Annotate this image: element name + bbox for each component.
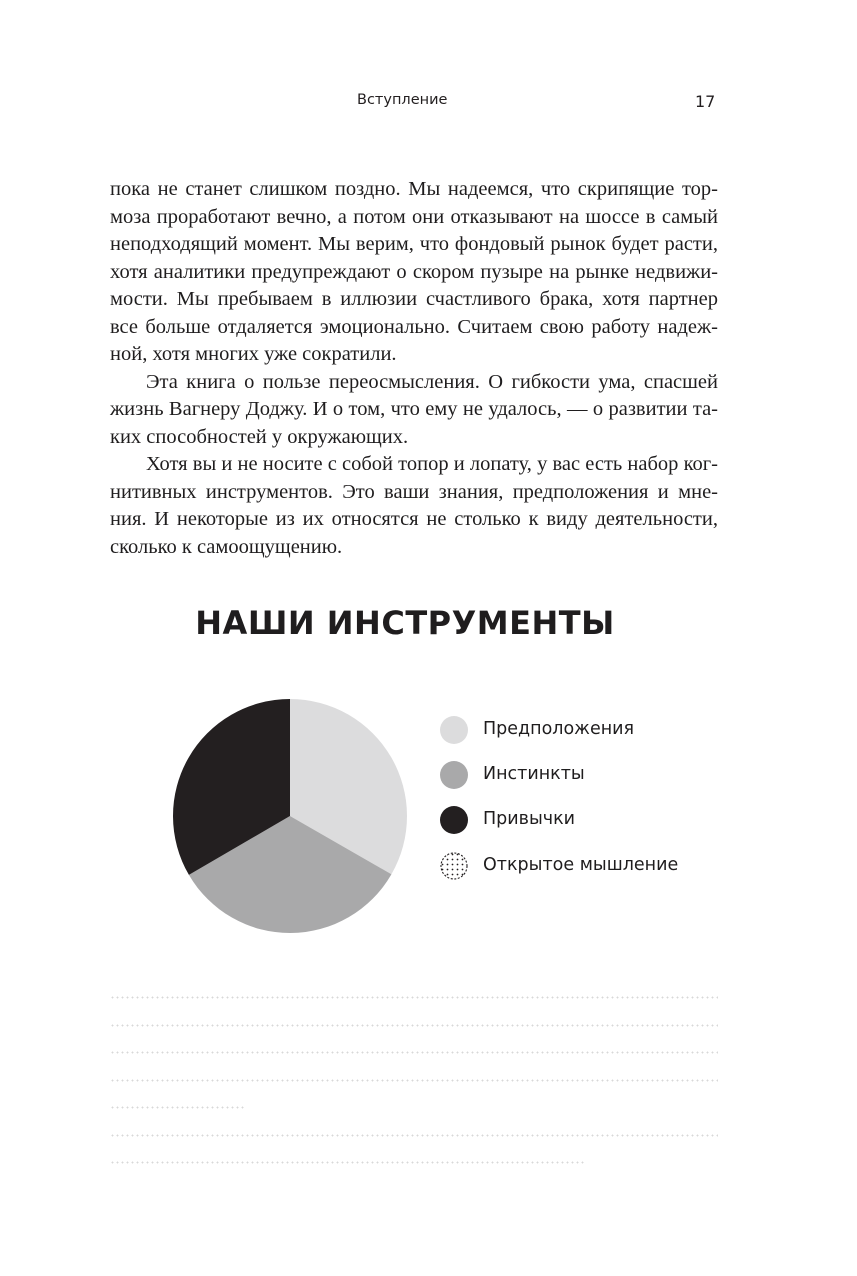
legend-swatch — [440, 761, 468, 789]
page-number: 17 — [695, 92, 716, 111]
text-line: ких способностей у окружающих. — [110, 425, 409, 448]
faded-line — [110, 1079, 718, 1082]
legend-label: Предположения — [483, 719, 635, 739]
legend-item — [440, 806, 740, 836]
legend-label: Открытое мышление — [483, 855, 679, 875]
text-line: моза проработают вечно, а потом они отказывают на шоссе в самый — [110, 205, 718, 228]
text-line: Эта книга о пользе переосмысления. О гибкости ума, спасшей — [146, 370, 718, 393]
text-line: неподходящий момент. Мы верим, что фондовый рынок будет расти, — [110, 233, 718, 255]
text-line: нитивных инструментов. Это ваши знания, предположения и мне- — [110, 480, 718, 503]
legend-label: Привычки — [483, 809, 576, 829]
faded-line — [110, 1106, 244, 1109]
faded-text-block — [110, 985, 718, 1189]
legend-swatch — [440, 806, 468, 834]
legend-label: Инстинкты — [483, 764, 585, 784]
faded-line — [110, 1024, 718, 1027]
body-text — [110, 176, 718, 561]
text-line: жизнь Вагнеру Доджу. И о том, что ему не удалось, — о развитии та- — [110, 398, 718, 420]
legend-item — [440, 852, 740, 882]
text-line: Хотя вы и не носите с собой топор и лопату, у вас есть набор ког- — [146, 453, 718, 475]
faded-line — [110, 1051, 718, 1054]
faded-line — [110, 996, 718, 999]
legend-item — [440, 761, 740, 791]
text-line: сколько к самоощущению. — [110, 535, 343, 558]
running-header-section: Вступление — [357, 92, 448, 108]
text-line: ной, хотя многих уже сократили. — [110, 343, 397, 365]
text-line: мости. Мы пребываем в иллюзии счастливого брака, хотя партнер — [110, 288, 718, 310]
chart-title: НАШИ ИНСТРУМЕНТЫ — [195, 604, 615, 642]
legend-swatch — [440, 716, 468, 744]
text-line: все больше отдаляется эмоционально. Считаем свою работу надеж- — [110, 315, 718, 338]
legend-item — [440, 716, 740, 746]
text-line: ния. И некоторые из их относятся не столько к виду деятельности, — [110, 508, 718, 530]
faded-line — [110, 1134, 718, 1137]
pie-chart — [160, 690, 420, 950]
faded-line — [110, 1161, 584, 1164]
text-line: хотя аналитики предупреждают о скором пузыре на рынке недвижи- — [110, 260, 718, 283]
legend-swatch-dotted — [440, 852, 468, 880]
text-line: пока не станет слишком поздно. Мы надеемся, что скрипящие тор- — [110, 178, 718, 200]
